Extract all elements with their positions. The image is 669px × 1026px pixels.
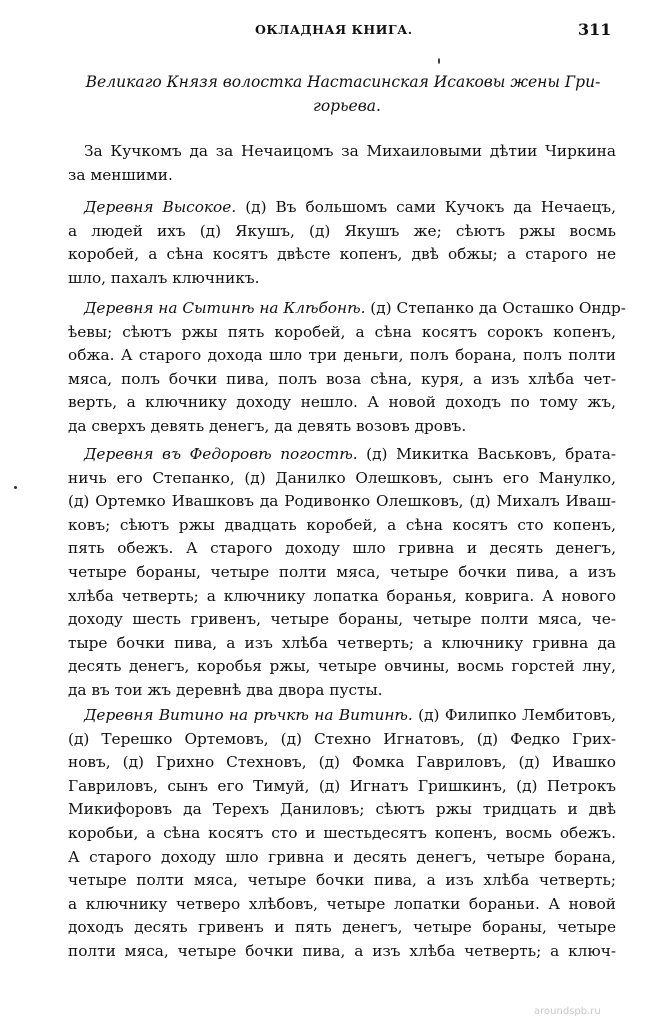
- text-line: ковъ; сѣютъ ржы двадцать коробей, а сѣна косятъ сто копенъ,: [68, 515, 616, 534]
- entry-text: (д) Микитка Васьковъ, брата-: [357, 445, 616, 463]
- section-title: [48, 70, 638, 118]
- text-line: да сверхъ девять денегъ, да девять возовъ дровъ.: [68, 416, 467, 435]
- text-line: ничь его Степанко, (д) Данилко Олешковъ, сынъ его Манулко,: [68, 468, 616, 487]
- text-line: полти мяса, четыре бочки пива, а изъ хлѣба четверть; а ключ-: [68, 941, 616, 960]
- text-line: хлѣба четверть; а ключнику лопатка боранья, коврига. А нового: [68, 586, 616, 605]
- text-line: за меншими.: [68, 165, 173, 184]
- text-line: да въ тои жъ деревнѣ два двора пусты.: [68, 680, 383, 699]
- watermark: aroundspb.ru: [534, 1006, 601, 1017]
- text-line: новъ, (д) Грихно Стехновъ, (д) Фомка Гавриловъ, (д) Ивашко: [68, 753, 616, 772]
- entry-text: (д) Филипко Лембитовъ,: [412, 706, 617, 724]
- village-name: Деревня Высокое.: [84, 198, 237, 216]
- text-line: [68, 704, 616, 728]
- text-line: [68, 196, 616, 220]
- text-line: коробей, а сѣна косятъ двѣсте копенъ, двѣ обжы; а старого не: [68, 245, 616, 264]
- section-title-line-1: Великаго Князя волостка Настасинская Исаковы жены Гри-: [85, 73, 601, 91]
- text-line: За Кучкомъ да за Нечаицомъ за Михаиловыми дѣтии Чиркина: [84, 142, 616, 160]
- village-name: Деревня въ Федоровѣ погостѣ.: [84, 445, 358, 463]
- text-line: ѣевы; сѣютъ ржы пять коробей, а сѣна косятъ сорокъ копенъ,: [68, 322, 616, 341]
- text-line: четыре полти мяса, четыре бочки пива, а изъ хлѣба четверть;: [68, 871, 616, 890]
- text-line: доходъ десять гривенъ и пять денегъ, четыре бораны, четыре: [68, 918, 616, 937]
- text-line: [68, 297, 626, 321]
- text-line: доходу шесть гривенъ, четыре бораны, четыре полти мяса, че-: [68, 610, 616, 629]
- village-name: Деревня на Сытинѣ на Клѣбонѣ.: [84, 299, 366, 317]
- text-line: а ключнику четверо хлѣбовъ, четыре лопатки бораньи. А новой: [68, 894, 616, 913]
- running-head: ОКЛАДНАЯ КНИГА.: [255, 22, 413, 37]
- text-line: тыре бочки пива, а изъ хлѣба четверть; а ключнику гривна да: [68, 633, 616, 652]
- text-line: пять обежъ. А старого доходу шло гривна и десять денегъ,: [68, 539, 616, 558]
- entry-village-vitino: [68, 704, 616, 964]
- entry-text: (д) Въ большомъ сами Кучокъ да Нечаецъ,: [236, 198, 616, 216]
- text-line: Гавриловъ, сынъ его Тимуй, (д) Игнатъ Гришкинъ, (д) Петрокъ: [68, 776, 616, 795]
- text-line: Микифоровъ да Терехъ Даниловъ; сѣютъ ржы тридцать и двѣ: [68, 800, 616, 819]
- page-number: 311: [578, 20, 612, 39]
- intro-paragraph: [68, 140, 616, 187]
- entry-text: (д) Степанко да Осташко Ондр-: [365, 299, 626, 317]
- print-speck: [14, 486, 17, 489]
- text-line: а людей ихъ (д) Якушъ, (д) Якушъ же; сѣютъ ржы восмь: [68, 221, 616, 240]
- entry-village-sytin: [68, 297, 626, 439]
- text-line: мяса, полъ бочки пива, полъ воза сѣна, куря, а изъ хлѣба чет-: [68, 369, 616, 388]
- text-line: обжа. А старого дохода шло три деньги, полъ борана, полъ полти: [68, 346, 616, 365]
- village-name: Деревня Витино на рѣчкѣ на Витинѣ.: [84, 706, 413, 724]
- print-speck: [438, 58, 440, 64]
- text-line: А старого доходу шло гривна и десять денегъ, четыре борана,: [68, 847, 616, 866]
- entry-village-vysokoe: [68, 196, 616, 290]
- text-line: (д) Ортемко Ивашковъ да Родивонко Олешковъ, (д) Михалъ Иваш-: [68, 492, 616, 511]
- text-line: (д) Терешко Ортемовъ, (д) Стехно Игнатовъ, (д) Федко Грих-: [68, 729, 616, 748]
- text-line: [68, 443, 616, 467]
- text-line: десять денегъ, коробья ржы, четыре овчины, восмь горстей лну,: [68, 657, 616, 676]
- text-line: верть, а ключнику доходу нешло. А новой доходъ по тому жъ,: [68, 393, 616, 412]
- section-title-line-2: горьева.: [313, 97, 381, 115]
- text-line: четыре бораны, четыре полти мяса, четыре бочки пива, а изъ: [68, 562, 616, 581]
- entry-village-fedorov: [68, 443, 616, 703]
- text-line: шло, пахалъ ключникъ.: [68, 268, 260, 287]
- text-line: коробьи, а сѣна косятъ сто и шестьдесятъ копенъ, восмь обежъ.: [68, 823, 616, 842]
